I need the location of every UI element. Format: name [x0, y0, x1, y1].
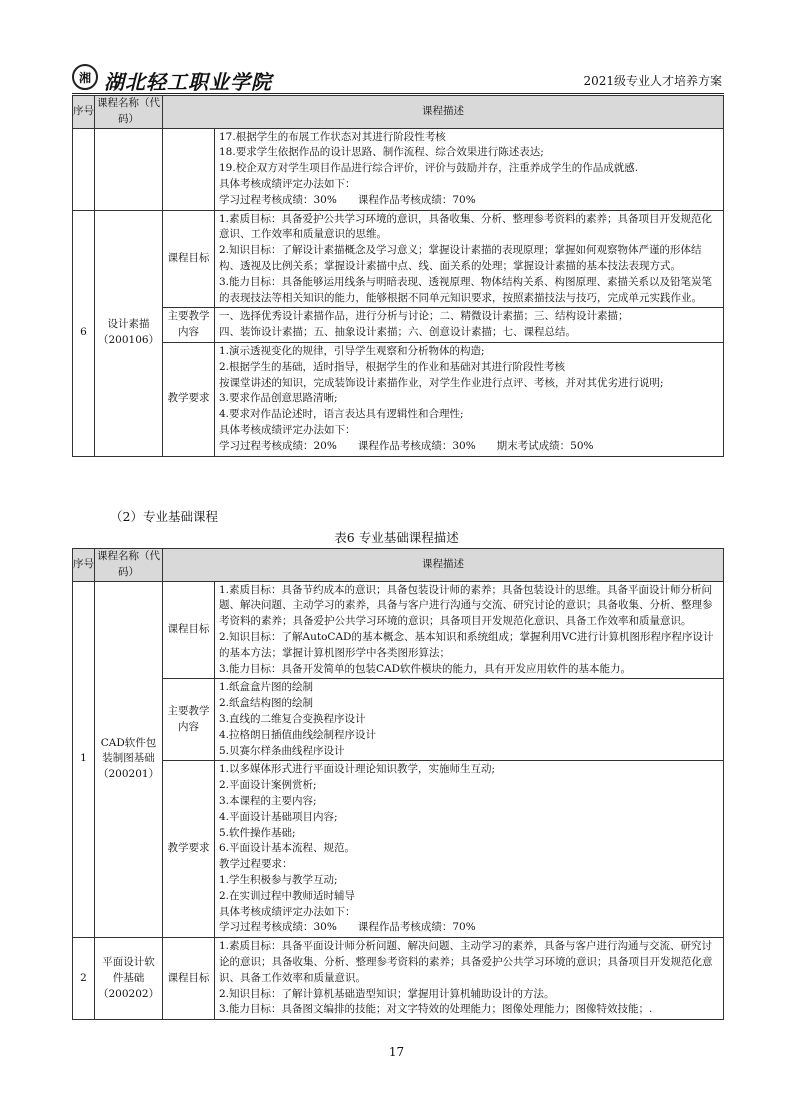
text-line: 4.要求对作品论述时，语言表达具有逻辑性和合理性;	[219, 408, 464, 421]
text-line: 具体考核成绩评定办法如下：	[219, 905, 356, 918]
sub-label: 教学要求	[163, 342, 215, 456]
sub-label: 课程目标	[163, 581, 215, 679]
text-line: 2.在实训过程中教师适时辅导	[219, 889, 356, 902]
table-header-row	[73, 96, 724, 129]
text-line: 3.直线的二维复合变换程序设计	[219, 712, 366, 725]
cell-goals	[215, 581, 724, 679]
text-line: 5.贝赛尔样条曲线程序设计	[219, 744, 345, 757]
text-line: 2.平面设计案例赏析;	[219, 779, 317, 792]
text-line: 19.校企双方对学生项目作品进行综合评价，评价与鼓励并存，注重养成学生的作品成就感.	[219, 162, 639, 175]
text-line: 1.素质目标：具备节约成本的意识；具备包装设计师的素养；具备包装设计的思维。具备平面设计师分析问题、解决问题、主动学习的素养，具备与客户进行沟通与交流、研究讨论的意识；具备收集、分析、整理参考资料的素养；具备爱护公共学习环境的意识；具备项目开发规范化意识、具备工作效率和质量意识。	[219, 583, 713, 628]
school-name: 湖北轻工职业学院	[104, 70, 272, 94]
text-line: 教学过程要求：	[219, 858, 293, 871]
cell-goals	[215, 938, 724, 1020]
course-name: CAD软件包装制图基础（200201）	[95, 581, 163, 938]
text-line: 2.知识目标：了解计算机基础造型知识；掌握用计算机辅助设计的方法。	[219, 987, 555, 1000]
text-line: 3.能力目标：具备图文编排的技能；对文字特效的处理能力；图像处理能力；图像特效技能；.	[219, 1003, 653, 1016]
table-row	[73, 938, 724, 1020]
course-number: 6	[73, 210, 95, 456]
text-line: 2.根据学生的基础，适时指导，根据学生的作业和基础对其进行阶段性考核	[219, 360, 566, 373]
text-line: 学习过程考核成绩：30% 课程作品考核成绩：70%	[219, 193, 476, 206]
text-line: 4.平面设计基础项目内容;	[219, 810, 338, 823]
col-desc: 课程描述	[163, 96, 724, 129]
text-line: 3.能力目标：具备开发简单的包装CAD软件模块的能力，具有开发应用软件的基本能力。	[219, 662, 632, 675]
table-row	[73, 308, 724, 343]
course-table-1	[72, 95, 724, 457]
text-line: 按课堂讲述的知识，完成装饰设计素描作业，对学生作业进行点评、考核，并对其优劣进行说明;	[219, 376, 664, 389]
table-header-row	[73, 549, 724, 582]
sub-label: 教学要求	[163, 761, 215, 938]
text-line: 2.纸盒结构图的绘制	[219, 697, 314, 710]
course-number: 2	[73, 938, 95, 1020]
school-logo: 湘	[72, 64, 98, 90]
text-line: 1.以多媒体形式进行平面设计理论知识教学，实施师生互动;	[219, 763, 496, 776]
text-line: 2.知识目标：了解设计素描概念及学习意义；掌握设计素描的表现原理；掌握如何观察物体严谨的形体结构、透视及比例关系；掌握设计素描中点、线、面关系的处理；掌握设计素描的基本技法表现方式。	[219, 244, 702, 272]
table-row	[73, 581, 724, 679]
col-num: 序号	[73, 96, 95, 129]
course-name: 平面设计软件基础（200202）	[95, 938, 163, 1020]
table-row	[73, 342, 724, 456]
text-line: 学习过程考核成绩：20% 课程作品考核成绩：30% 期末考试成绩：50%	[219, 439, 594, 452]
text-line: 1.学生积极参与教学互动;	[219, 873, 338, 886]
table-row	[73, 128, 724, 210]
text-line: 3.本课程的主要内容;	[219, 794, 317, 807]
course-table-2	[72, 548, 724, 1020]
col-desc: 课程描述	[163, 549, 724, 582]
text-line: 1.素质目标：具备爱护公共学习环境的意识，具备收集、分析、整理参考资料的素养；具备项目开发规范化意识、工作效率和质量意识的思维。	[219, 212, 713, 241]
col-num: 序号	[73, 549, 95, 582]
col-name: 课程名称（代码）	[95, 549, 163, 582]
text-line: 一、选择优秀设计素描作品，进行分析与讨论；二、精微设计素描；三、结构设计素描；	[219, 310, 629, 323]
sub-label: 主要教学内容	[163, 679, 215, 761]
text-line: 具体考核成绩评定办法如下：	[219, 177, 356, 190]
text-line: 6.平面设计基本流程、规范。	[219, 842, 356, 855]
course-name: 设计素描（200106）	[95, 210, 163, 456]
page-number: 17	[388, 1045, 405, 1059]
text-line: 18.要求学生依据作品的设计思路、制作流程、综合效果进行陈述表达;	[219, 146, 544, 159]
section-heading: （2）专业基础课程	[110, 509, 218, 524]
table-caption: 表6 专业基础课程描述	[334, 530, 459, 545]
col-name: 课程名称（代码）	[95, 96, 163, 129]
text-line: 5.软件操作基础;	[219, 826, 296, 839]
text-line: 1.素质目标：具备平面设计师分析问题、解决问题、主动学习的素养，具备与客户进行沟通与交流、研究讨论的意识；具备收集、分析、整理参考资料的素养；具备爱护公共学习环境的意识；具备项目开发规范化意识、具备工作效率和质量意识。	[219, 940, 713, 984]
text-line: 1.演示透视变化的规律，引导学生观察和分析物体的构造;	[219, 344, 485, 357]
cell-continuation	[215, 128, 724, 210]
course-number: 1	[73, 581, 95, 938]
text-line: 4.拉格朗日插值曲线绘制程序设计	[219, 728, 377, 741]
cell-content	[215, 679, 724, 761]
text-line: 1.纸盒盒片图的绘制	[219, 681, 314, 694]
text-line: 学习过程考核成绩：30% 课程作品考核成绩：70%	[219, 921, 476, 934]
table-row	[73, 679, 724, 761]
text-line: 2.知识目标：了解AutoCAD的基本概念、基本知识和系统组成；掌握利用VC进行计算机图形程序程序设计的基本方法；掌握计算机图形学中各类图形算法；	[219, 630, 714, 659]
cell-content	[215, 308, 724, 343]
text-line: 17.根据学生的布展工作状态对其进行阶段性考核	[219, 130, 446, 143]
text-line: 3.要求作品创意思路清晰;	[219, 392, 338, 405]
text-line: 四、装饰设计素描；五、抽象设计素描；六、创意设计素描；七、课程总结。	[219, 326, 576, 339]
sub-label: 主要教学内容	[163, 308, 215, 343]
table-row	[73, 761, 724, 938]
plan-title: 2021级专业人才培养方案	[583, 74, 722, 88]
cell-requirements	[215, 761, 724, 938]
text-line: 具体考核成绩评定办法如下：	[219, 423, 356, 436]
page-header	[72, 64, 724, 94]
table-row	[73, 210, 724, 308]
sub-label: 课程目标	[163, 938, 215, 1020]
text-line: 3.能力目标：具备能够运用线条与明暗表现、透视原理、物体结构关系、构图原理、素描关系以及铅笔炭笔的表现技法等相关知识的能力，能够根据不同单元知识要求，按照素描技法与技巧，完成单元实践作业。	[219, 275, 713, 304]
cell-goals	[215, 210, 724, 308]
cell-requirements	[215, 342, 724, 456]
sub-label: 课程目标	[163, 210, 215, 308]
